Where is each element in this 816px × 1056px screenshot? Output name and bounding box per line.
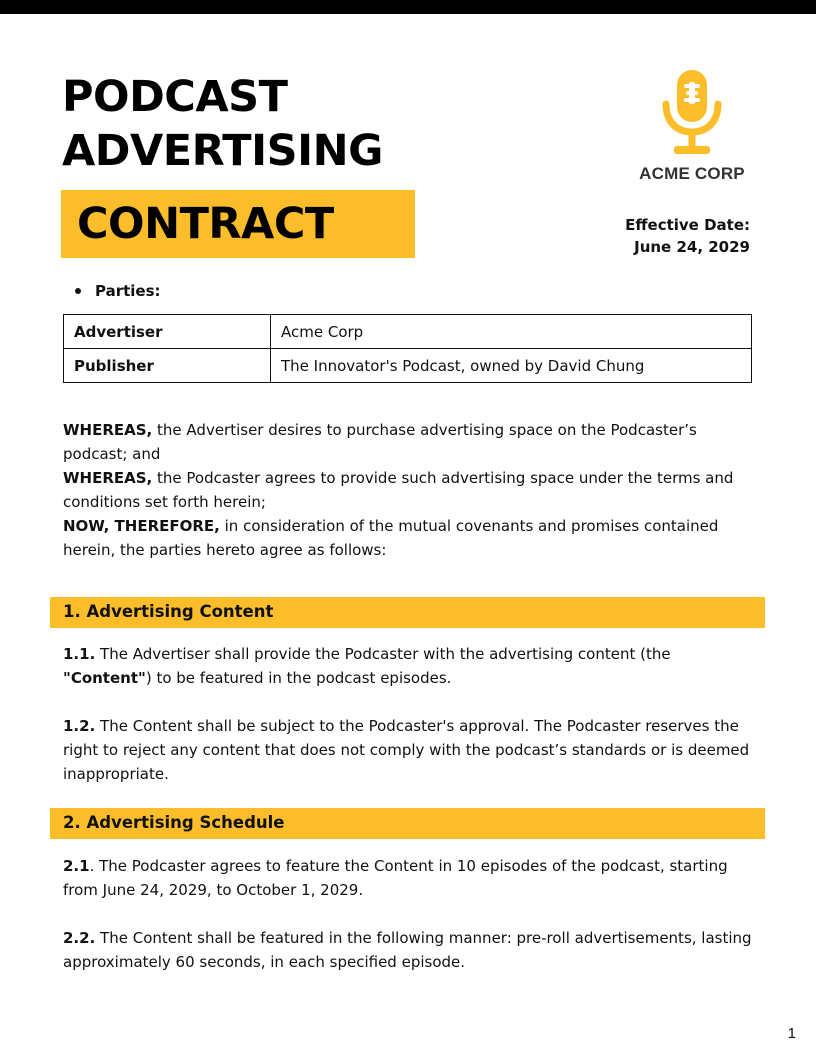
page-number: 1: [787, 1025, 796, 1042]
section-heading-advertising-schedule: [50, 808, 765, 839]
clause-text: The Content shall be subject to the Podcaster's approval. The Podcaster reserves the right to reject any content that does not comply with the podcast’s standards or is deemed inappropriate.: [63, 717, 750, 783]
effective-date: [625, 214, 750, 258]
title-line-1: PODCAST: [62, 72, 288, 122]
clause-1-1: [63, 642, 763, 690]
party-name: The Innovator's Podcast, owned by David Chung: [271, 349, 752, 383]
recital-text: the Podcaster agrees to provide such advertising space under the terms and conditions set forth herein;: [63, 469, 734, 511]
defined-term: "Content": [63, 669, 146, 687]
title-highlight-text: CONTRACT: [77, 199, 334, 249]
section-heading-text: 2. Advertising Schedule: [63, 813, 285, 832]
recital-text: in consideration of the mutual covenants and promises contained herein, the parties hereto agree as follows:: [63, 517, 719, 559]
parties-table: [63, 314, 752, 383]
parties-heading-text: Parties:: [95, 282, 161, 300]
bullet-icon: [75, 288, 81, 294]
microphone-icon: [630, 68, 754, 156]
clause-number: 1.1.: [63, 645, 96, 663]
clause-2-1: [63, 854, 763, 902]
recital-lead: NOW, THEREFORE,: [63, 517, 220, 535]
recital: [63, 514, 763, 562]
clause-number: 1.2.: [63, 717, 96, 735]
company-logo: [630, 68, 754, 184]
document-title: [62, 70, 383, 178]
party-role: Advertiser: [64, 315, 271, 349]
recital-text: the Advertiser desires to purchase advertising space on the Podcaster’s podcast; and: [63, 421, 697, 463]
clause-text: ) to be featured in the podcast episodes.: [145, 669, 452, 687]
section-heading-text: 1. Advertising Content: [63, 602, 274, 621]
table-row: [64, 349, 752, 383]
table-row: [64, 315, 752, 349]
recitals: [63, 418, 763, 562]
parties-heading: [75, 280, 161, 302]
effective-date-label: Effective Date:: [625, 216, 750, 234]
recital: [63, 466, 763, 514]
clause-number: 2.2.: [63, 929, 96, 947]
title-highlight-box: [61, 190, 415, 258]
party-role: Publisher: [64, 349, 271, 383]
clause-number: 2.1: [63, 857, 90, 875]
top-bar: [0, 0, 816, 14]
recital-lead: WHEREAS,: [63, 421, 153, 439]
section-heading-advertising-content: [50, 597, 765, 628]
recital-lead: WHEREAS,: [63, 469, 153, 487]
clause-text: . The Podcaster agrees to feature the Content in 10 episodes of the podcast, starting from June 24, 2029, to October 1, 2029.: [63, 857, 728, 899]
clause-text: The Content shall be featured in the following manner: pre-roll advertisements, lasting approximately 60 seconds, in each specified episode.: [63, 929, 752, 971]
company-name: ACME CORP: [639, 164, 745, 183]
party-name: Acme Corp: [271, 315, 752, 349]
clause-2-2: [63, 926, 763, 974]
recital: [63, 418, 763, 466]
clause-1-2: [63, 714, 763, 786]
title-line-2: ADVERTISING: [62, 126, 383, 176]
clause-text: The Advertiser shall provide the Podcaster with the advertising content (the: [95, 645, 671, 663]
effective-date-value: June 24, 2029: [634, 238, 750, 256]
